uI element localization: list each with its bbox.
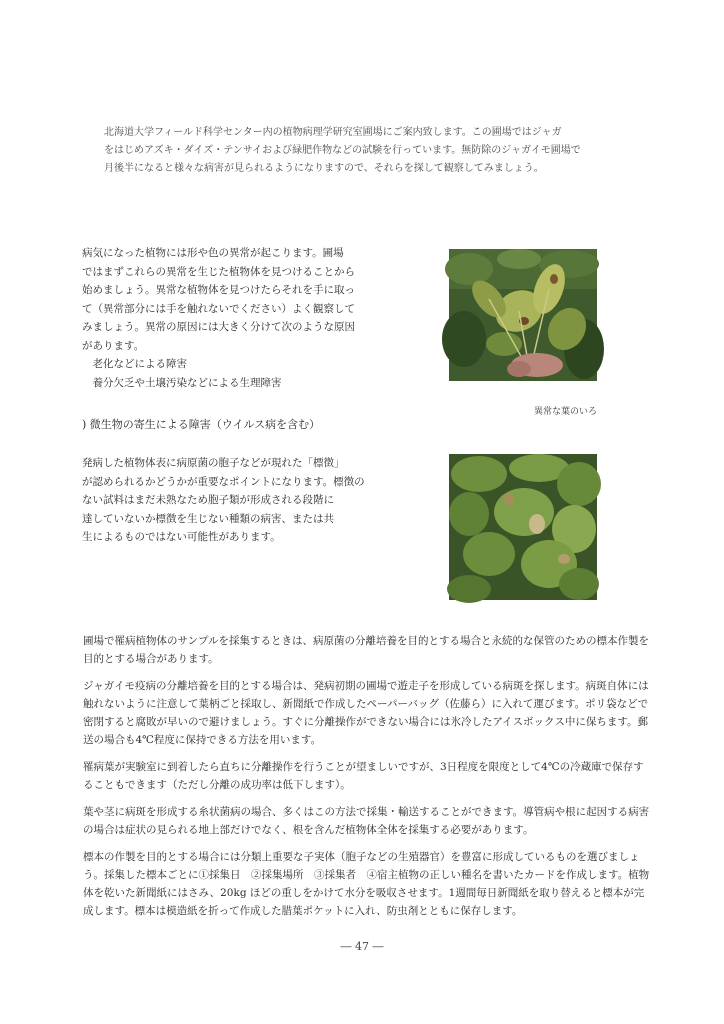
intro-line: をはじめアズキ・ダイズ・テンサイおよび緑肥作物などの試験を行っています。無防除のジャガイモ圃場で [104,145,581,156]
diseased-leaf-photo [449,249,597,381]
text-line: が認められるかどうかが重要なポイントになります。標徴の [82,475,365,488]
intro-line: 北海道大学フィールド科学センター内の植物病理学研究室圃場にご案内致します。この圃場ではジャガ [104,127,562,138]
text-line: 生によるものではない可能性があります。 [82,531,281,543]
text-line: 病気になった植物には形や色の異常が起こります。圃場 [82,247,344,259]
text-line: があります。 [82,339,145,352]
potato-plant-photo [449,454,597,600]
text-line: 始めましょう。異常な植物体を見つけたらそれを手に取っ [82,284,355,296]
text-line: 発病した植物体表に病原菌の胞子などが現れた「標徴」 [82,457,345,469]
intro-paragraph [104,124,614,178]
text-line: て（異常部分には手を触れないでください）よく観察して [82,302,355,315]
section-heading: ) 微生物の寄生による障害（ウイルス病を含む） [82,418,321,431]
sampling-section [83,632,650,929]
list-item: 老化などによる障害 [82,358,187,370]
text-line: 達していないか標徴を生じない種類の病害、または共 [82,512,334,525]
text-line: ではまずこれらの異常を生じた植物体を見つけることから [82,265,355,278]
body-paragraph: 葉や茎に病斑を形成する糸状菌病の場合、多くはこの方法で採集・輸送することができます。導管病や根に起因する病害の場合は症状の見られる地上部だけでなく、根を含んだ植物体全体を採集する必要があります。 [83,806,650,836]
body-paragraph: ジャガイモ疫病の分離培養を目的とする場合は、発病初期の圃場で遊走子を形成している病斑を探します。病斑自体には触れないように注意して葉柄ごと採取し、新聞紙で作成したペーパーバッグ（佐藤ら）に入れて運びます。ポリ袋などで密閉すると腐敗が早いので避けましょう。すぐに分離操作ができない場合には氷冷したアイスボックス中に保ちます。郵送の場合も4℃程度に保持できる方法を用います。 [83,680,649,746]
text-line: みましょう。異常の原因には大きく分けて次のような原因 [82,321,355,333]
body-paragraph: 標本の作製を目的とする場合には分類上重要な子実体（胞子などの生殖器官）を豊富に形成しているものを選びましょう。採集した標本ごとに①採集日 ②採集場所 ③採集者 ④宿主植物の正しい種名を書いたカードを作成します。植物体を乾いた新聞紙にはさみ、20kg ほどの重しをかけて水分を吸収させます。1週間毎日新聞紙を取り替えると標本が完成します。標本は模造紙を折って作成した腊葉ポケットに入れ、防虫剤とともに保存します。 [83,851,650,917]
body-paragraph: 圃場で罹病植物体のサンプルを採集するときは、病原菌の分離培養を目的とする場合と永続的な保管のための標本作製を目的とする場合があります。 [83,635,650,665]
body-paragraph: 罹病葉が実験室に到着したら直ちに分離操作を行うことが望ましいですが、3日程度を限度として4℃の冷蔵庫で保存することもできます（ただし分離の成功率は低下します）。 [83,761,644,791]
symptom-text-block [82,244,355,389]
list-item: 養分欠乏や土壌汚染などによる生理障害 [82,376,282,389]
text-line: ない試料はまだ未熟なため胞子類が形成される段階に [82,494,334,506]
intro-line: 月後半になると様々な病害が見られるようになりますので、それらを探して観察してみましょう。 [104,163,544,174]
photo-caption: 異常な葉のいろ [534,407,598,417]
page-number: ― 47 ― [340,940,384,953]
sign-text-block [82,454,365,543]
